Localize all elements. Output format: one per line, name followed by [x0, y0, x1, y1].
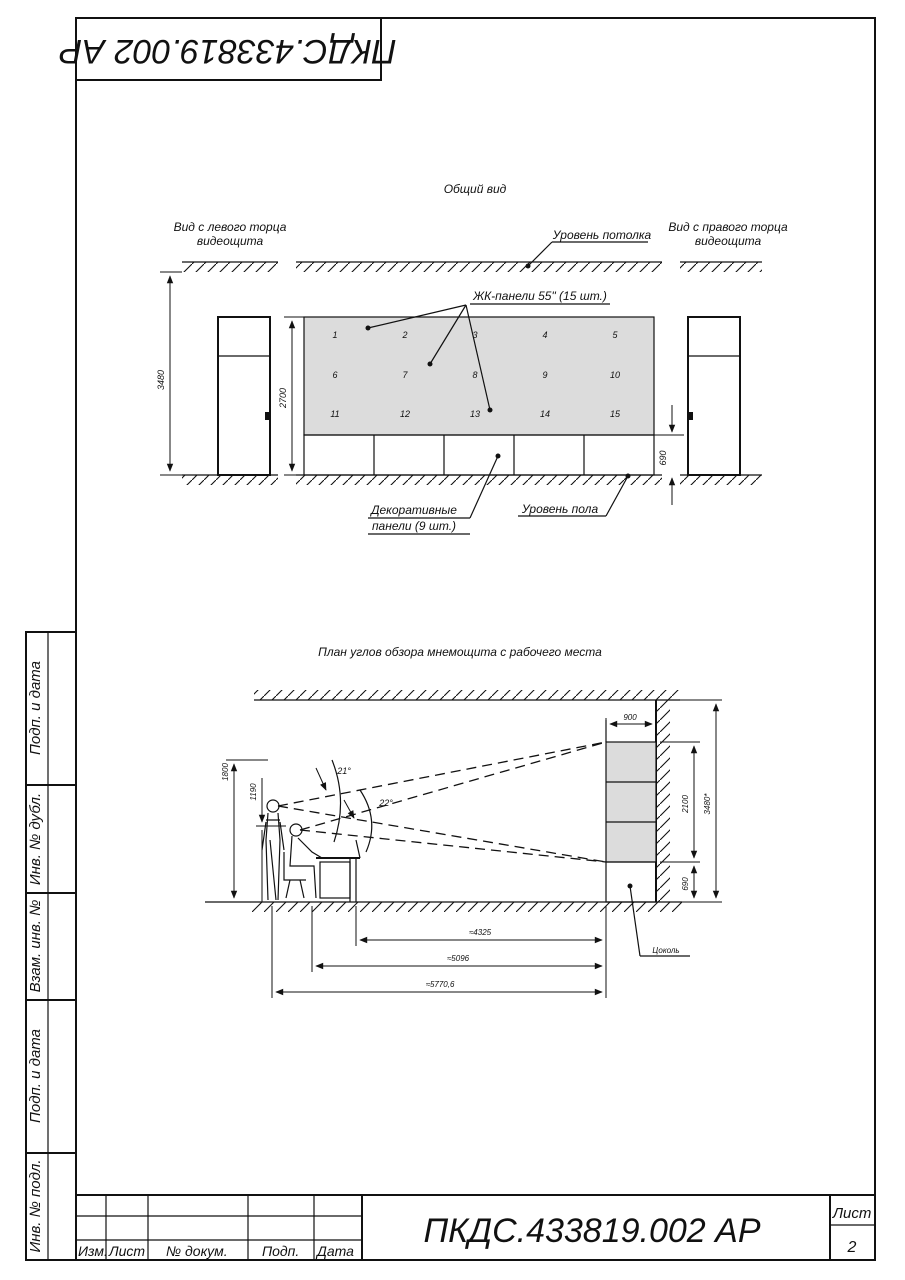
floor-label: Уровень пола: [521, 502, 599, 516]
dim-1800: 1800: [221, 763, 230, 781]
side-stamp-text-2: Подп. и дата: [27, 1029, 44, 1123]
dim-5096: ≈5096: [446, 954, 470, 963]
dim-2100: 2100: [681, 795, 690, 813]
panel-14: 14: [539, 409, 551, 419]
panel-9: 9: [542, 370, 548, 380]
side-stamp-text-5: Подп. и дата: [27, 661, 44, 755]
title-block: [76, 1195, 875, 1260]
side-stamp-text-4: Инв. № дубл.: [27, 792, 44, 886]
side-stamp-text-1: Инв. № подл.: [27, 1159, 44, 1253]
standing-operator: [262, 800, 284, 900]
panel-8: 8: [472, 370, 478, 380]
decorative-panels: [304, 435, 654, 475]
viewing-angle-plan: [205, 645, 722, 998]
panel-15: 15: [609, 409, 621, 419]
deco-label-1: Декоративные: [371, 503, 457, 517]
sheet-label: Лист: [832, 1205, 872, 1222]
right-end-label-2: видеощита: [694, 234, 762, 248]
view1-title: Общий вид: [443, 182, 507, 196]
ceiling-label: Уровень потолка: [552, 228, 652, 242]
operator-desk: [316, 840, 360, 902]
panel-4: 4: [542, 330, 548, 340]
panel-6: 6: [332, 370, 338, 380]
dim-1190: 1190: [249, 783, 258, 801]
sheet-frame: [76, 18, 875, 1260]
lcd-label: ЖК-панели 55" (15 шт.): [473, 289, 607, 303]
panel-11: 11: [330, 409, 340, 419]
deco-label-2: панели (9 шт.): [371, 519, 457, 533]
panel-1: 1: [332, 330, 338, 340]
dim-5770: ≈5770,6: [425, 980, 455, 989]
panel-12: 12: [399, 409, 411, 419]
top-stamp-text: ПКДС.433819.002 АР: [59, 32, 397, 71]
panel-10: 10: [609, 370, 621, 380]
side-stamp: [26, 632, 76, 1260]
designation: ПКДС.433819.002 АР: [423, 1212, 761, 1250]
col-list: Лист: [109, 1243, 146, 1259]
sight-line-standing-top: [278, 742, 606, 806]
dim-2700: 2700: [278, 387, 288, 409]
left-cabinet: [218, 317, 270, 475]
seated-operator: [284, 824, 322, 898]
dim-900: 900: [623, 713, 637, 722]
angle-21: 21°: [337, 766, 351, 776]
col-izm: Изм.: [78, 1243, 108, 1259]
panel-2: 2: [402, 330, 408, 340]
col-date: Дата: [317, 1243, 354, 1259]
panel-3: 3: [472, 330, 478, 340]
right-cabinet: [688, 317, 740, 475]
sheet-number: 2: [847, 1239, 857, 1256]
col-sign: Подп.: [262, 1243, 300, 1259]
plinth-label: Цоколь: [652, 946, 680, 955]
left-end-label-1: Вид с левого торца: [173, 220, 287, 234]
side-stamp-text-3: Взам. инв. №: [27, 899, 44, 993]
dim-690b: 690: [681, 877, 690, 891]
left-end-label-2: видеощита: [196, 234, 264, 248]
panel-13: 13: [469, 409, 481, 419]
panel-7: 7: [402, 370, 408, 380]
dim-690: 690: [658, 450, 668, 466]
sight-line-seated-top: [300, 742, 606, 830]
general-view: [156, 182, 788, 534]
sight-line-standing-bottom: [278, 806, 606, 862]
view2-title: План углов обзора мнемощита с рабочего места: [318, 645, 602, 659]
dim-4325: ≈4325: [468, 928, 492, 937]
video-wall-side: [606, 742, 656, 862]
panel-5: 5: [612, 330, 618, 340]
angle-22: 22°: [379, 798, 393, 808]
dim-3480-star: 3480*: [703, 793, 712, 815]
dim-3480: 3480: [156, 369, 166, 391]
col-doc: № докум.: [166, 1243, 228, 1259]
right-end-label-1: Вид с правого торца: [668, 220, 788, 234]
